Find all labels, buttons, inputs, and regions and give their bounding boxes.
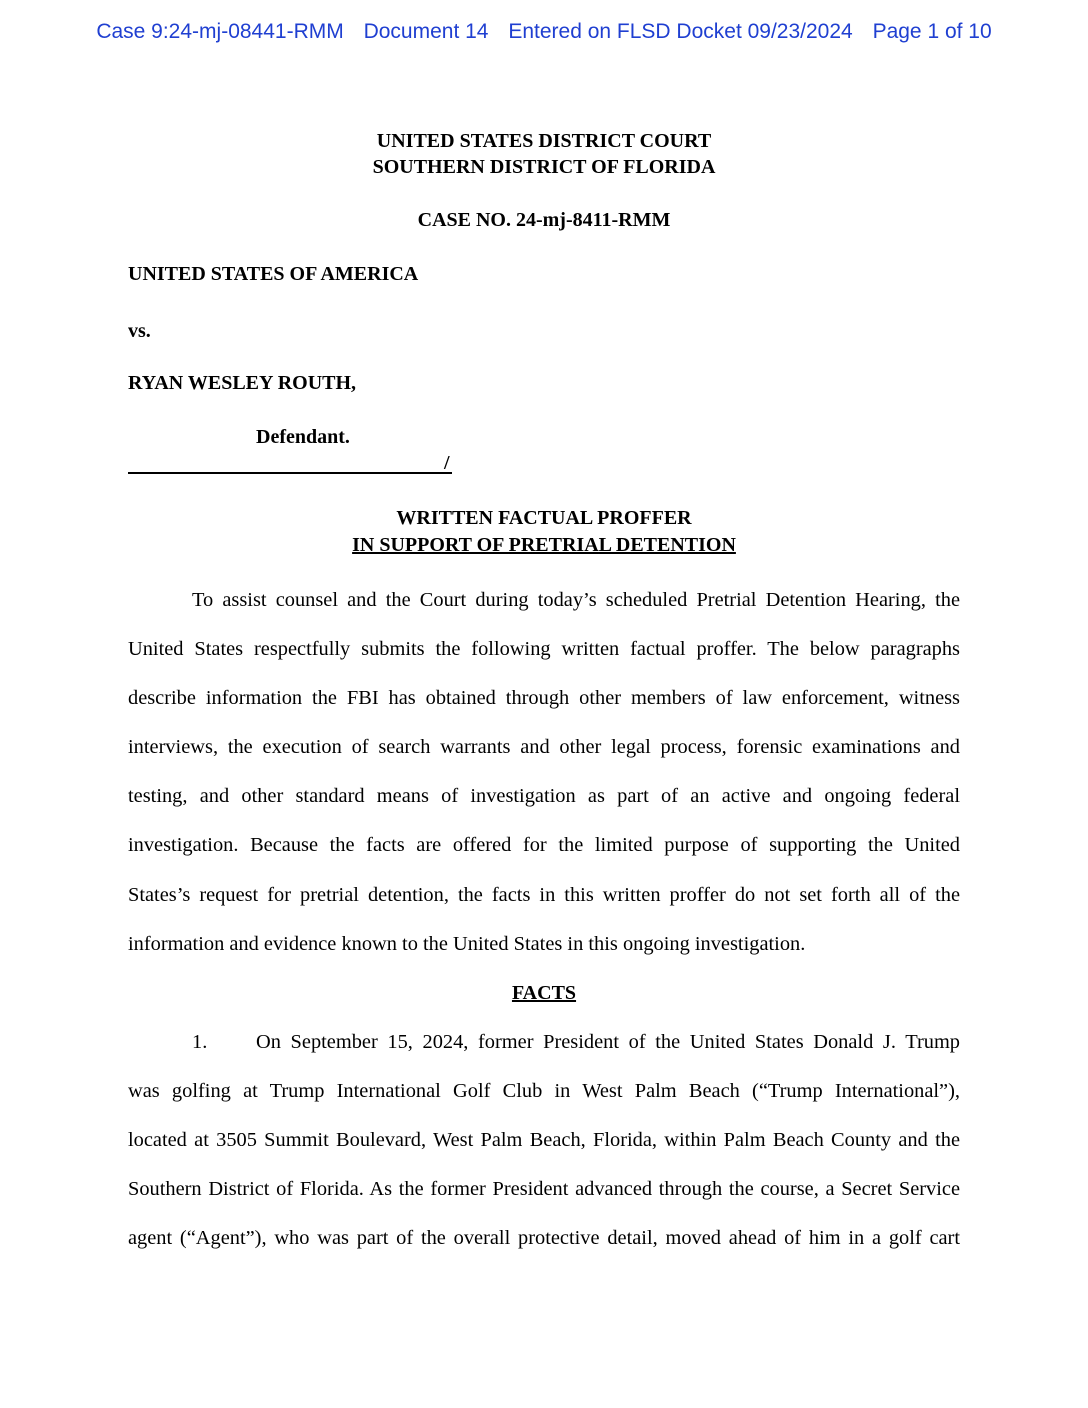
document-subtitle: IN SUPPORT OF PRETRIAL DETENTION bbox=[352, 534, 736, 556]
paragraph-1-line: agent (“Agent”), who was part of the overall protective detail, moved ahead of him in a golf cart bbox=[128, 1227, 960, 1250]
paragraph-1-first-line-text: On September 15, 2024, former President of the United States Donald J. Trump bbox=[256, 1031, 960, 1053]
docket-entered-date: Entered on FLSD Docket 09/23/2024 bbox=[508, 20, 853, 43]
docket-stamp bbox=[0, 20, 1088, 44]
paragraph-1 bbox=[128, 1018, 960, 1263]
intro-line: United States respectfully submits the following written factual proffer. The below paragraphs bbox=[128, 638, 960, 661]
court-district: SOUTHERN DISTRICT OF FLORIDA bbox=[372, 156, 716, 178]
defendant-name: RYAN WESLEY ROUTH, bbox=[128, 372, 357, 394]
defendant-label: Defendant. bbox=[256, 426, 350, 448]
docket-case-number: Case 9:24-mj-08441-RMM bbox=[96, 20, 344, 43]
intro-line: States’s request for pretrial detention, the facts in this written proffer do not set forth all of the bbox=[128, 883, 960, 906]
court-name: UNITED STATES DISTRICT COURT bbox=[376, 130, 712, 152]
intro-line: information and evidence known to the United States in this ongoing investigation. bbox=[128, 932, 806, 955]
intro-line: testing, and other standard means of investigation as part of an active and ongoing federal bbox=[128, 785, 960, 808]
facts-heading: FACTS bbox=[511, 982, 577, 1004]
intro-line: interviews, the execution of search warrants and other legal process, forensic examinations and bbox=[128, 736, 960, 759]
docket-document-number: Document 14 bbox=[363, 20, 489, 43]
paragraph-number: 1. bbox=[192, 1031, 208, 1053]
docket-page-number: Page 1 of 10 bbox=[872, 20, 992, 43]
document-title: WRITTEN FACTUAL PROFFER bbox=[396, 507, 692, 529]
intro-line: To assist counsel and the Court during today’s scheduled Pretrial Detention Hearing, the bbox=[192, 589, 960, 611]
intro-line: investigation. Because the facts are offered for the limited purpose of supporting the United bbox=[128, 834, 960, 857]
intro-line: describe information the FBI has obtained through other members of law enforcement, witness bbox=[128, 687, 960, 710]
case-number: CASE NO. 24-mj-8411-RMM bbox=[417, 209, 671, 231]
versus-label: vs. bbox=[128, 320, 151, 342]
plaintiff-name: UNITED STATES OF AMERICA bbox=[128, 263, 419, 285]
intro-paragraph bbox=[128, 576, 960, 969]
caption-slash: / bbox=[444, 452, 450, 474]
paragraph-1-line: Southern District of Florida. As the former President advanced through the course, a Secret Service bbox=[128, 1178, 960, 1201]
paragraph-1-first-line bbox=[128, 1018, 960, 1067]
paragraph-1-line: located at 3505 Summit Boulevard, West Palm Beach, Florida, within Palm Beach County and the bbox=[128, 1129, 960, 1152]
caption-divider-line bbox=[128, 472, 452, 474]
paragraph-1-line: was golfing at Trump International Golf Club in West Palm Beach (“Trump International”), bbox=[128, 1080, 960, 1103]
